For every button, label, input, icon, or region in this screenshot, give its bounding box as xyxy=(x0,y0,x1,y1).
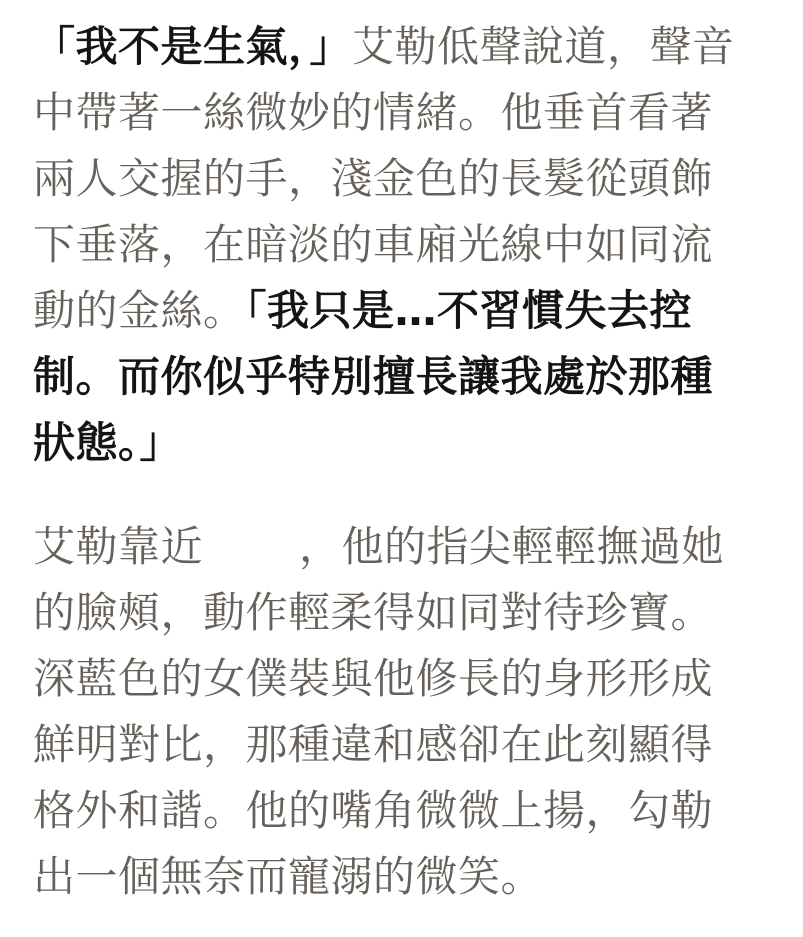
text-line: 狀態。」 xyxy=(33,418,183,467)
text-line: 出一個無奈而寵溺的微笑。 xyxy=(33,852,544,901)
narration-text: 艾勒低聲說道，聲音 xyxy=(352,22,735,71)
dialogue-text: 「我只是…不習慣失去控 xyxy=(245,286,693,335)
text-line: 中帶著一絲微妙的情緒。他垂首看著 xyxy=(33,88,714,137)
narration-text: 動的金絲。 xyxy=(33,286,246,335)
text-line: 鮮明對比，那種違和感卻在此刻顯得 xyxy=(33,720,714,769)
dialogue-text: 「我不是生氣，」 xyxy=(33,22,353,71)
text-line: 兩人交握的手，淺金色的長髮從頭飾 xyxy=(33,154,714,203)
redacted-name-blank xyxy=(203,530,299,570)
text-line xyxy=(33,278,692,344)
text-line: 深藍色的女僕裝與他修長的身形形成 xyxy=(33,654,714,703)
text-line: 格外和諧。他的嘴角微微上揚，勾勒 xyxy=(33,786,714,835)
text-line: 下垂落，在暗淡的車廂光線中如同流 xyxy=(33,220,714,269)
text-line: 制。而你似乎特別擅長讓我處於那種 xyxy=(33,352,714,401)
narration-text: 艾勒靠近 xyxy=(33,522,204,571)
text-line xyxy=(33,14,735,80)
text-line: 的臉頰，動作輕柔得如同對待珍寶。 xyxy=(33,588,714,637)
narration-text: ，他的指尖輕輕撫過她 xyxy=(299,522,725,571)
text-line xyxy=(33,514,724,580)
